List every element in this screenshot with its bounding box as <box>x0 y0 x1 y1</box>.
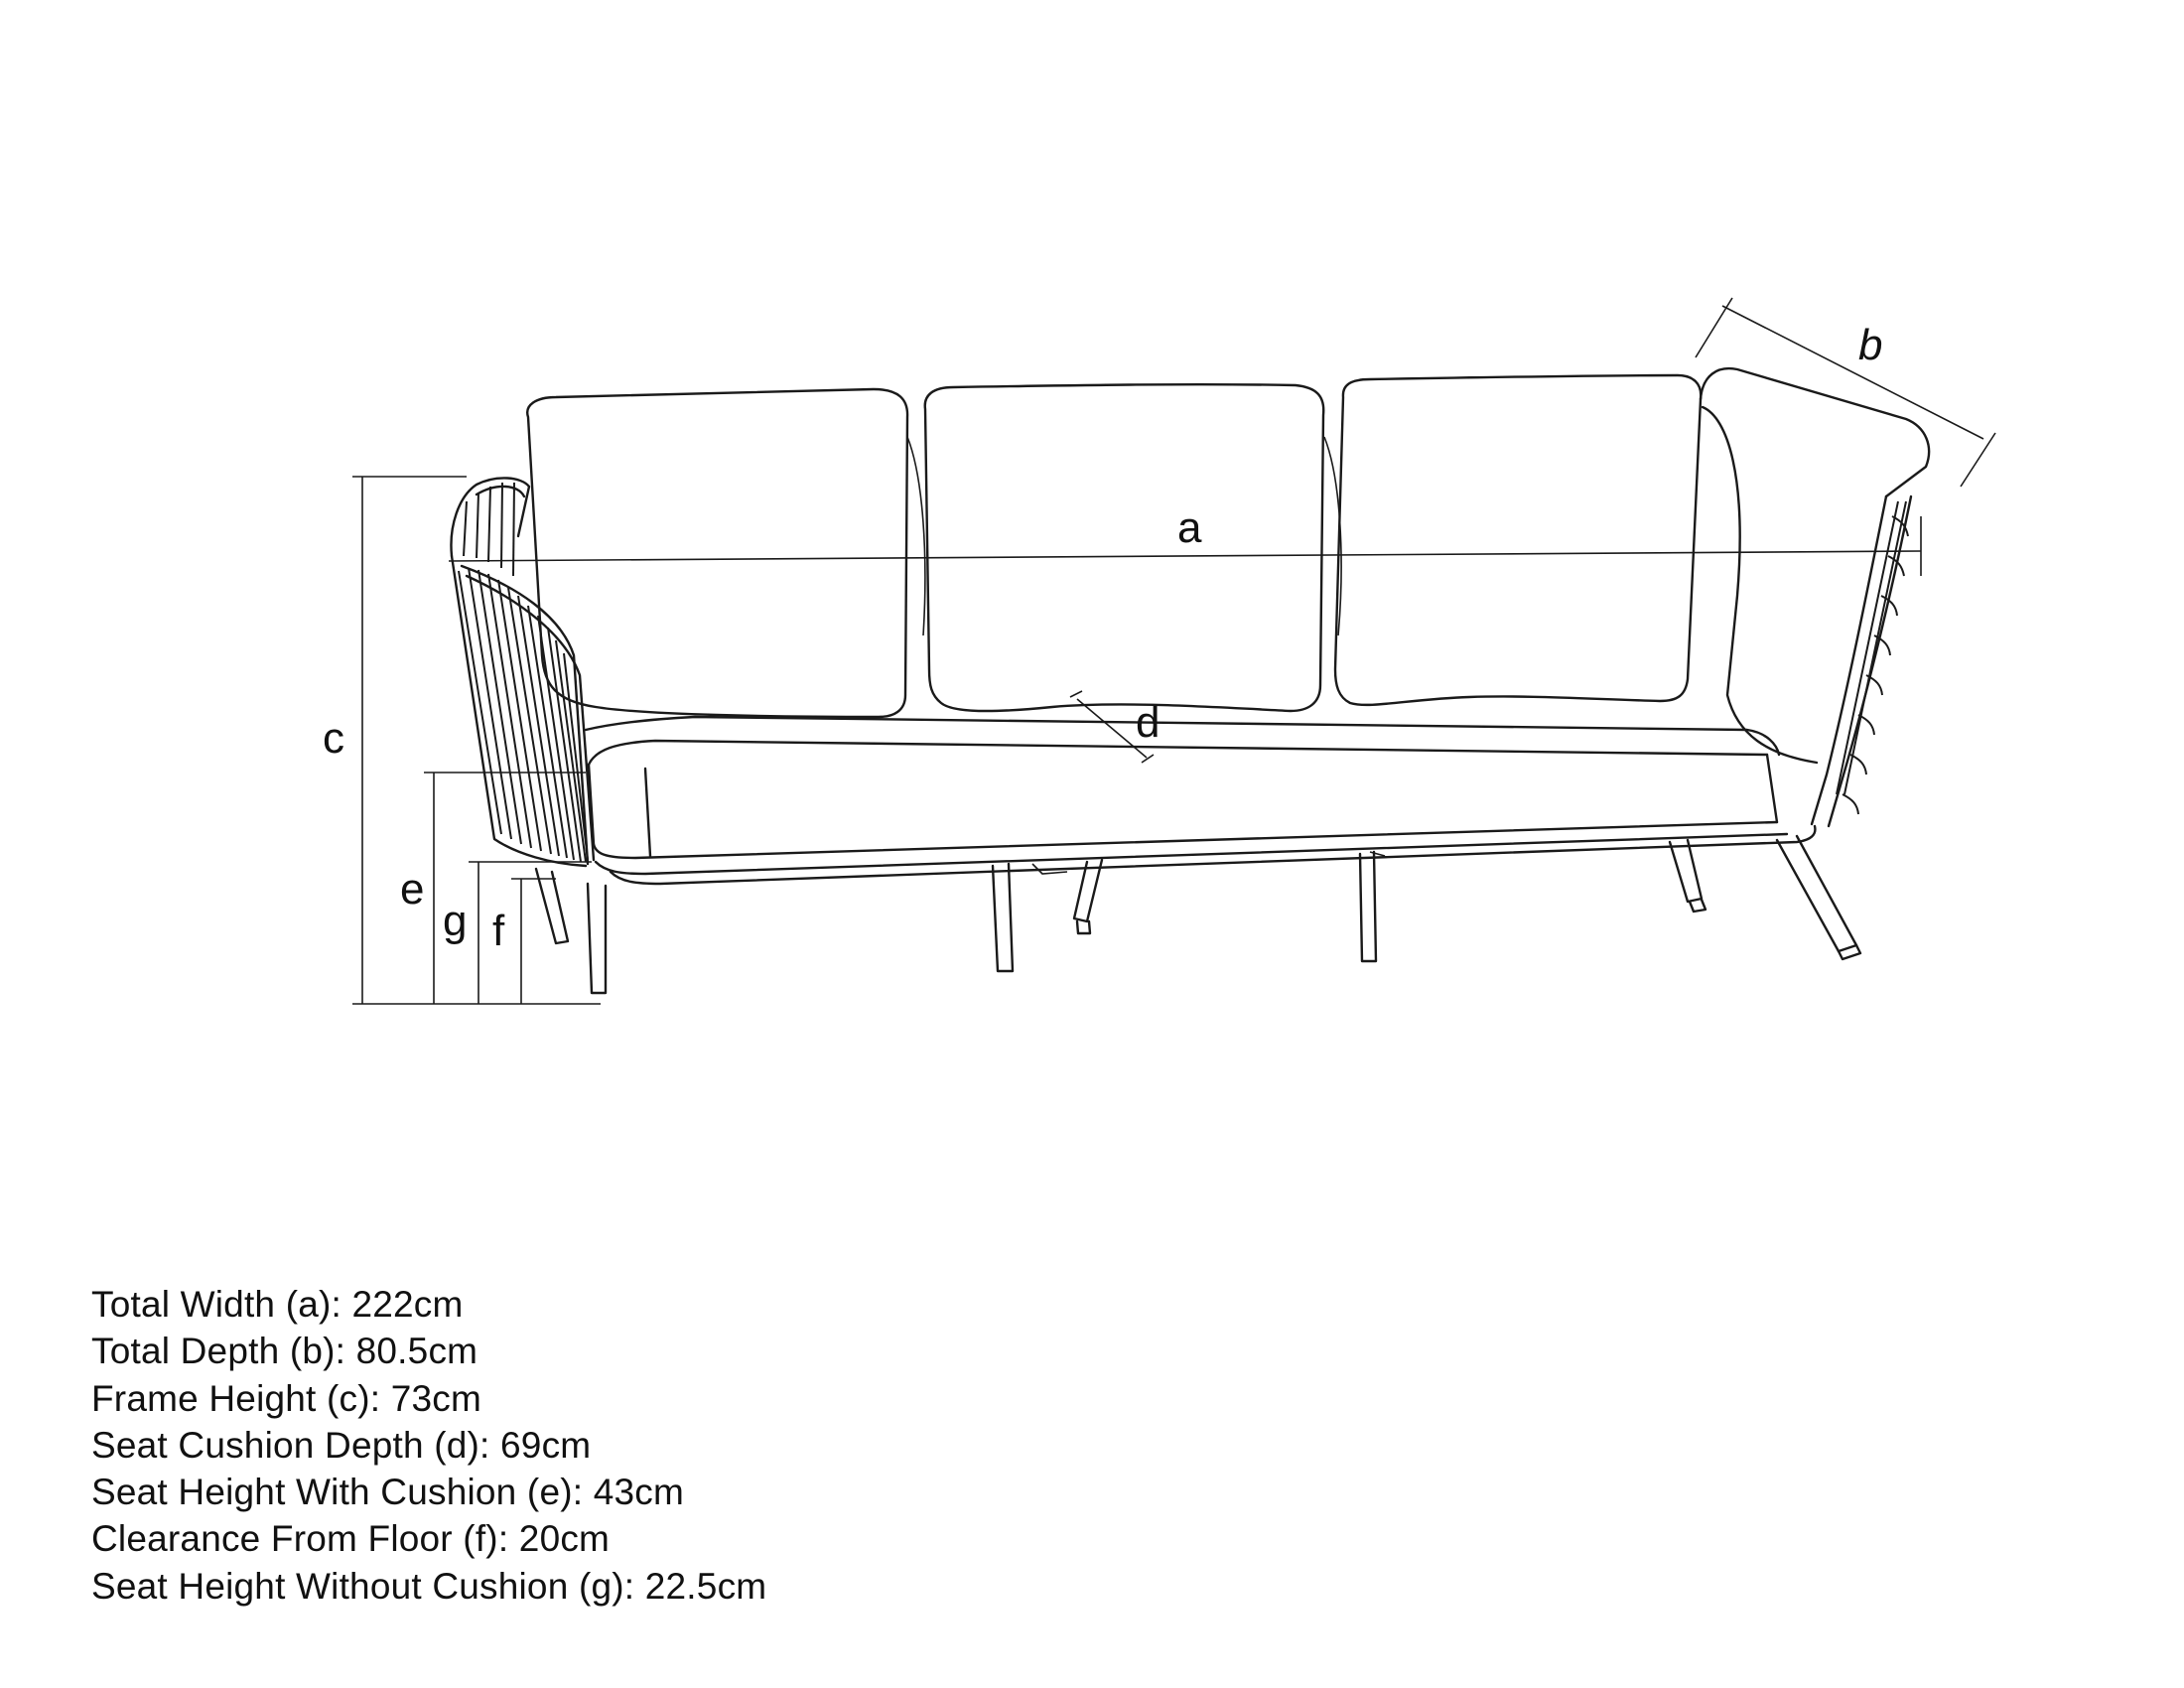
dimension-lines <box>352 298 1995 1004</box>
leg-front-left <box>588 884 606 993</box>
spec-seat-height-without-cushion: Seat Height Without Cushion (g): 22.5cm <box>91 1565 767 1607</box>
leg-front-center-right <box>1360 852 1376 961</box>
spec-clearance-from-floor: Clearance From Floor (f): 20cm <box>91 1518 611 1560</box>
seat <box>586 717 1815 884</box>
label-c: c <box>323 714 344 763</box>
back-cushion-3 <box>1335 375 1701 705</box>
label-e: e <box>400 865 425 914</box>
right-arm-weave <box>1837 501 1908 814</box>
label-g: g <box>443 897 468 945</box>
back-cushions <box>527 375 1701 717</box>
spec-seat-height-with-cushion: Seat Height With Cushion (e): 43cm <box>91 1472 684 1513</box>
dim-line-b <box>1722 306 1983 439</box>
spec-frame-height: Frame Height (c): 73cm <box>91 1377 481 1419</box>
legs <box>536 836 1860 993</box>
left-arm <box>451 478 594 866</box>
leg-back-right <box>1670 840 1702 902</box>
right-arm <box>1701 368 1929 826</box>
sofa-illustration <box>451 368 1929 993</box>
dim-line-a <box>449 551 1921 561</box>
spec-total-depth: Total Depth (b): 80.5cm <box>91 1331 478 1372</box>
leg-front-center-left <box>993 864 1013 971</box>
seat-cushion-front <box>589 765 1777 858</box>
spec-seat-cushion-depth: Seat Cushion Depth (d): 69cm <box>91 1424 592 1466</box>
specification-list <box>91 1281 766 1610</box>
label-a: a <box>1177 503 1202 552</box>
seat-cushion-top <box>586 717 1779 755</box>
leg-back-left <box>536 869 568 943</box>
label-f: f <box>492 907 505 955</box>
back-cushion-2 <box>925 384 1324 711</box>
leg-front-right <box>1777 836 1856 951</box>
back-cushion-1 <box>527 389 907 717</box>
left-arm-weave <box>459 483 588 862</box>
label-d: d <box>1136 698 1160 747</box>
label-b: b <box>1858 321 1883 369</box>
spec-total-width: Total Width (a): 222cm <box>91 1284 464 1325</box>
